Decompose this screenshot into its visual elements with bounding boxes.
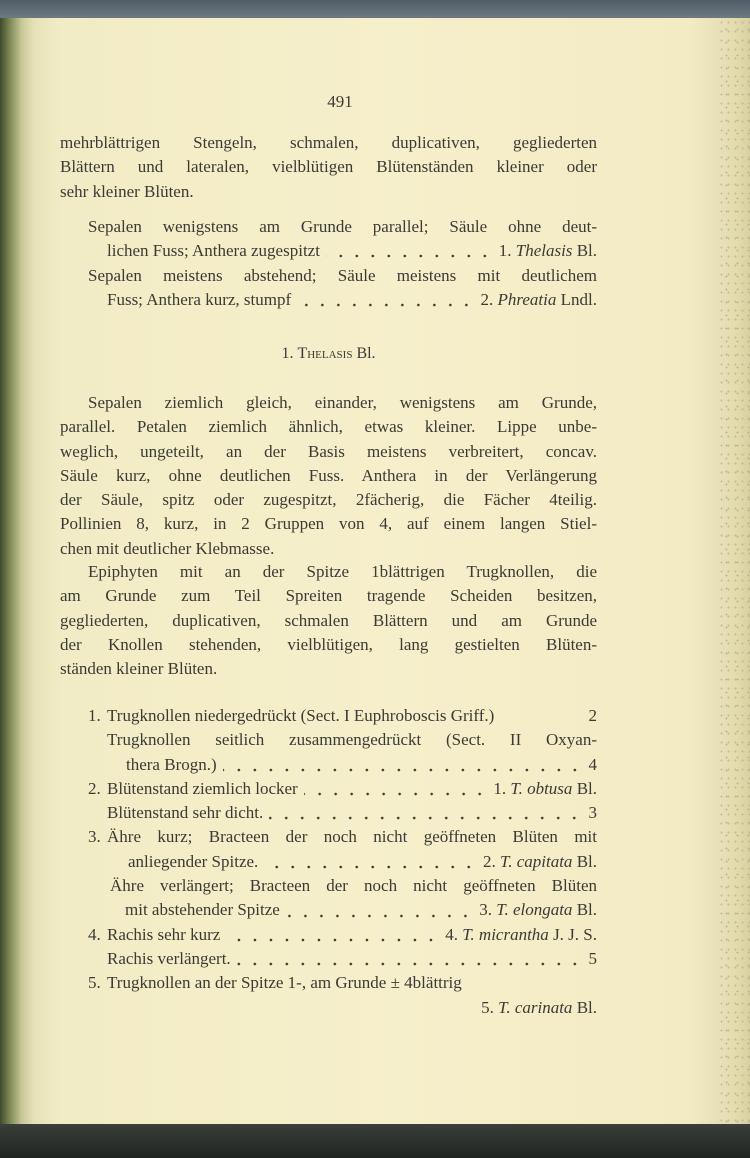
line-text: Säule kurz, ohne deutlichen Fuss. Anthera in der Verlängerung	[60, 465, 597, 485]
taxon-author: Bl.	[576, 778, 597, 798]
taxon-reference	[479, 898, 597, 922]
section-heading	[60, 345, 597, 363]
taxon-name: Thelasis	[515, 241, 573, 261]
text-line	[60, 464, 597, 488]
taxon-reference	[499, 239, 597, 263]
intro-paragraph	[60, 131, 597, 204]
line-text: Sepalen wenigstens am Grunde parallel; Säule ohne deut-	[88, 217, 597, 236]
text-line	[60, 850, 597, 874]
text-line	[60, 633, 597, 657]
text-line	[60, 131, 597, 155]
line-text: weglich, ungeteilt, an der Basis meistens verbreitert, concav.	[60, 441, 597, 461]
species-key	[60, 704, 597, 1020]
taxon-reference	[483, 850, 597, 874]
lead-to-number: 2	[588, 706, 597, 725]
text-line	[60, 560, 597, 584]
lead-to-number: 3	[588, 803, 597, 823]
taxon-name: T. micrantha	[462, 924, 549, 944]
line-text: Ähre kurz; Bracteen der noch nicht geöffneten Blüten mit	[107, 827, 597, 847]
key-number: 4.	[88, 924, 101, 944]
text-line	[60, 704, 597, 728]
text-line	[60, 728, 597, 752]
reference-number: 2.	[480, 289, 494, 309]
taxon-name: T. capitata	[500, 851, 573, 871]
lead-to-number: 4	[588, 754, 597, 774]
text-line	[60, 584, 597, 608]
text-line	[60, 898, 597, 922]
taxon-author: Bl.	[576, 241, 597, 261]
text-line	[60, 512, 597, 536]
key-number: 3.	[88, 827, 101, 847]
text-line	[60, 239, 597, 263]
heading-number: 1.	[281, 345, 294, 362]
text-line	[60, 180, 597, 204]
reference-number: 3.	[479, 900, 492, 920]
genus-description	[60, 391, 597, 561]
reference-number: 1.	[493, 778, 507, 798]
page-edge	[718, 18, 750, 1124]
line-text: ständen kleiner Blüten.	[60, 659, 218, 679]
taxon-name: Phreatia	[497, 289, 557, 309]
line-text: Pollinien 8, kurz, in 2 Gruppen von 4, auf einem langen Stiel-	[60, 514, 597, 534]
taxon-author: Bl.	[576, 851, 597, 871]
line-text: Blütenstand ziemlich locker	[107, 778, 298, 798]
dot-leader	[326, 253, 493, 259]
line-text: mit abstehender Spitze	[125, 900, 280, 920]
habit-description	[60, 560, 597, 681]
text-line	[60, 537, 597, 561]
line-text: Trugknollen an der Spitze 1-, am Grunde ± 4blättrig	[107, 973, 462, 993]
heading-author: Bl.	[356, 345, 376, 362]
reference-number: 4.	[445, 924, 458, 944]
reference-number: 2.	[483, 851, 496, 871]
taxon-author: Bl.	[576, 997, 597, 1017]
scan-bottom-border	[0, 1124, 750, 1158]
text-line	[60, 777, 597, 801]
line-text: Sepalen ziemlich gleich, einander, wenigstens am Grunde,	[88, 393, 597, 412]
text-line	[60, 657, 597, 681]
taxon-name: T. obtusa	[510, 778, 573, 798]
line-text: Epiphyten mit an der Spitze 1blättrigen Trugknollen, die	[88, 562, 597, 581]
text-line	[60, 264, 597, 288]
line-text: am Grunde zum Teil Spreiten tragende Scheiden besitzen,	[60, 586, 597, 606]
text-line	[60, 801, 597, 825]
line-text: Ähre verlängert; Bracteen der noch nicht geöffneten Blüten	[110, 876, 597, 896]
line-text: anliegender Spitze.	[128, 851, 259, 871]
line-text: parallel. Petalen ziemlich ähnlich, etwas kleiner. Lippe unbe-	[60, 417, 597, 437]
dot-leader	[269, 815, 582, 821]
line-text: lichen Fuss; Anthera zugespitzt	[107, 241, 320, 261]
line-text: thera Brogn.)	[126, 754, 217, 774]
text-line	[60, 874, 597, 898]
line-text: sehr kleiner Blüten.	[60, 181, 194, 201]
text-line	[60, 415, 597, 439]
taxon-name: T. elongata	[496, 900, 573, 920]
taxon-author: Lndl.	[560, 289, 597, 309]
text-line	[60, 288, 597, 312]
line-text: der Säule, spitz oder zugespitzt, 2fächerig, die Fächer 4teilig.	[60, 490, 597, 510]
line-text: mehrblättrigen Stengeln, schmalen, duplicativen, gegliederten	[60, 133, 597, 152]
dot-leader	[304, 791, 488, 797]
text-line	[60, 609, 597, 633]
line-text: gegliederten, duplicativen, schmalen Blättern und am Grunde	[60, 610, 597, 630]
key-number: 5.	[88, 973, 101, 993]
text-line	[60, 488, 597, 512]
line-text: Fuss; Anthera kurz, stumpf	[107, 289, 292, 309]
genus-key	[60, 215, 597, 312]
dot-leader	[223, 767, 583, 773]
reference-number: 1.	[498, 241, 512, 261]
text-line	[60, 923, 597, 947]
taxon-reference	[493, 777, 597, 801]
line-text: chen mit deutlicher Klebmasse.	[60, 538, 275, 558]
reference-number: 5.	[481, 997, 494, 1017]
dot-leader	[286, 913, 473, 919]
taxon-name: T. carinata	[498, 997, 573, 1017]
dot-leader	[226, 937, 439, 943]
text-line	[60, 971, 597, 995]
text-line	[60, 947, 597, 971]
text-line	[60, 996, 597, 1020]
taxon-author: J. J. S.	[553, 924, 597, 944]
page-number: 491	[327, 92, 353, 111]
dot-leader	[297, 302, 474, 308]
dot-leader	[264, 864, 477, 870]
text-line	[60, 440, 597, 464]
taxon-author: Bl.	[576, 900, 597, 920]
line-text: Rachis sehr kurz	[107, 924, 221, 944]
text-line	[60, 155, 597, 179]
taxon-reference	[445, 923, 597, 947]
line-text: Rachis verlängert.	[107, 948, 231, 968]
line-text: Trugknollen niedergedrückt (Sect. I Euphroboscis Griff.)	[107, 706, 495, 725]
key-number: 2.	[88, 778, 101, 798]
key-number: 1.	[88, 706, 101, 725]
line-text: Trugknollen seitlich zusammengedrückt (Sect. II Oxyan-	[107, 730, 597, 750]
line-text: der Knollen stehenden, vielblütigen, lang gestielten Blüten-	[60, 634, 597, 654]
line-text: Sepalen meistens abstehend; Säule meistens mit deutlichem	[88, 265, 597, 285]
taxon-reference	[481, 996, 597, 1020]
text-line	[60, 215, 597, 239]
lead-to-number: 5	[588, 948, 597, 968]
scan-top-border	[0, 0, 750, 18]
line-text: Blättern und lateralen, vielblütigen Blütenständen kleiner oder	[60, 157, 597, 177]
line-text: Blütenstand sehr dicht.	[107, 803, 264, 823]
text-line	[60, 391, 597, 415]
text-line	[60, 825, 597, 849]
heading-genus: Thelasis	[297, 345, 353, 362]
dot-leader	[237, 961, 583, 967]
text-line	[60, 753, 597, 777]
taxon-reference	[481, 288, 597, 312]
